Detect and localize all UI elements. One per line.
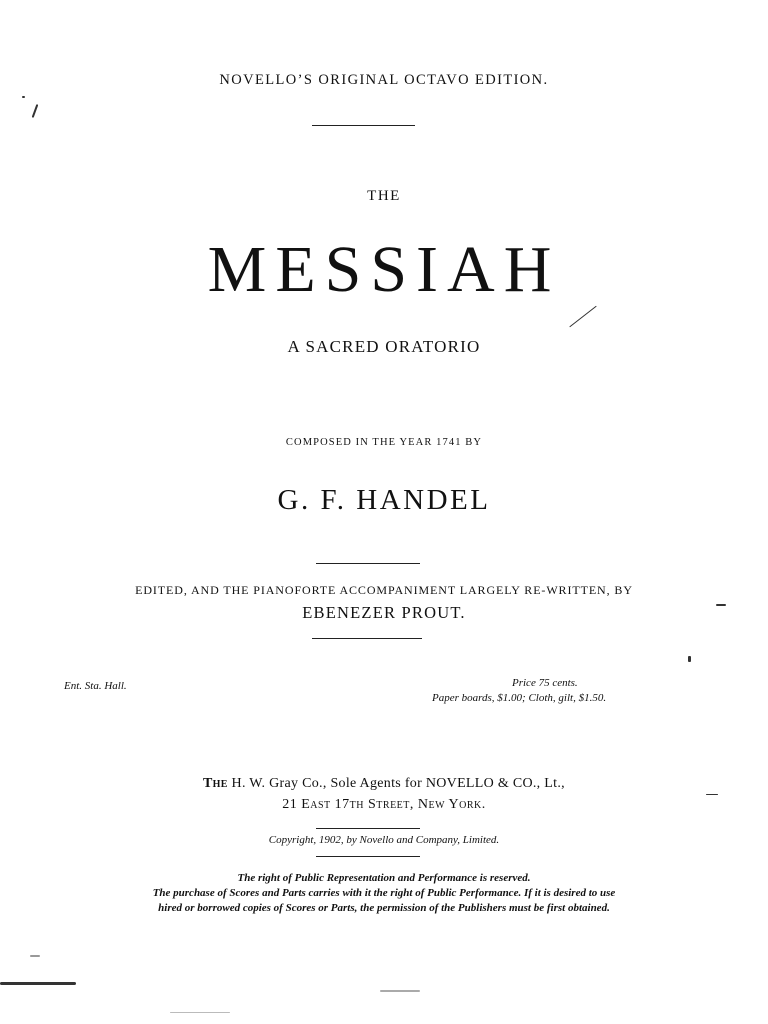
scan-mark <box>688 656 691 662</box>
scan-mark <box>380 990 420 992</box>
address-prefix: 21 East 17th <box>282 797 368 812</box>
registration-note: Ent. Sta. Hall. <box>64 680 127 692</box>
address-separator: , <box>409 797 418 812</box>
publisher-agents: H. W. Gray Co., Sole Agents for NOVELLO & CO., Lt., <box>227 776 565 791</box>
divider-rule <box>316 828 420 829</box>
page-title: MESSIAH <box>207 233 561 306</box>
divider-rule <box>316 563 420 564</box>
scan-mark <box>706 794 718 795</box>
editor-name: EBENEZER PROUT. <box>302 603 466 622</box>
divider-rule <box>312 125 415 126</box>
rights-line-3: hired or borrowed copies of Scores or Parts, the permission of the Publishers must be first obtained. <box>158 902 610 914</box>
scan-mark <box>170 1012 230 1013</box>
publisher-address <box>0 797 768 813</box>
scan-mark <box>569 306 596 328</box>
price-line: Price 75 cents. <box>512 677 578 689</box>
scan-mark <box>22 96 25 98</box>
rights-line-2: The purchase of Scores and Parts carries with it the right of Public Performance. If it is desired to use <box>152 887 616 899</box>
publisher-line <box>0 776 768 792</box>
composer-name: G. F. HANDEL <box>277 484 491 516</box>
composed-line: COMPOSED IN THE YEAR 1741 BY <box>285 437 483 448</box>
publisher-article: The <box>203 776 228 791</box>
rights-line-1: The right of Public Representation and Performance is reserved. <box>237 872 531 884</box>
edited-line: EDITED, AND THE PIANOFORTE ACCOMPANIMENT LARGELY RE-WRITTEN, BY <box>135 583 633 597</box>
address-street: Street <box>368 797 410 812</box>
divider-rule <box>316 856 420 857</box>
divider-rule <box>312 638 422 639</box>
copyright-notice: Copyright, 1902, by Novello and Company, Limited. <box>268 834 500 846</box>
series-heading: NOVELLO’S ORIGINAL OCTAVO EDITION. <box>219 72 549 88</box>
scan-mark <box>32 104 39 118</box>
address-city: New York. <box>417 797 486 812</box>
page-subtitle: A SACRED ORATORIO <box>287 337 481 356</box>
scan-mark <box>0 982 76 985</box>
scan-mark <box>30 955 40 957</box>
title-article: THE <box>367 188 401 204</box>
scan-mark <box>716 604 726 606</box>
bindings-line: Paper boards, $1.00; Cloth, gilt, $1.50. <box>432 692 607 704</box>
